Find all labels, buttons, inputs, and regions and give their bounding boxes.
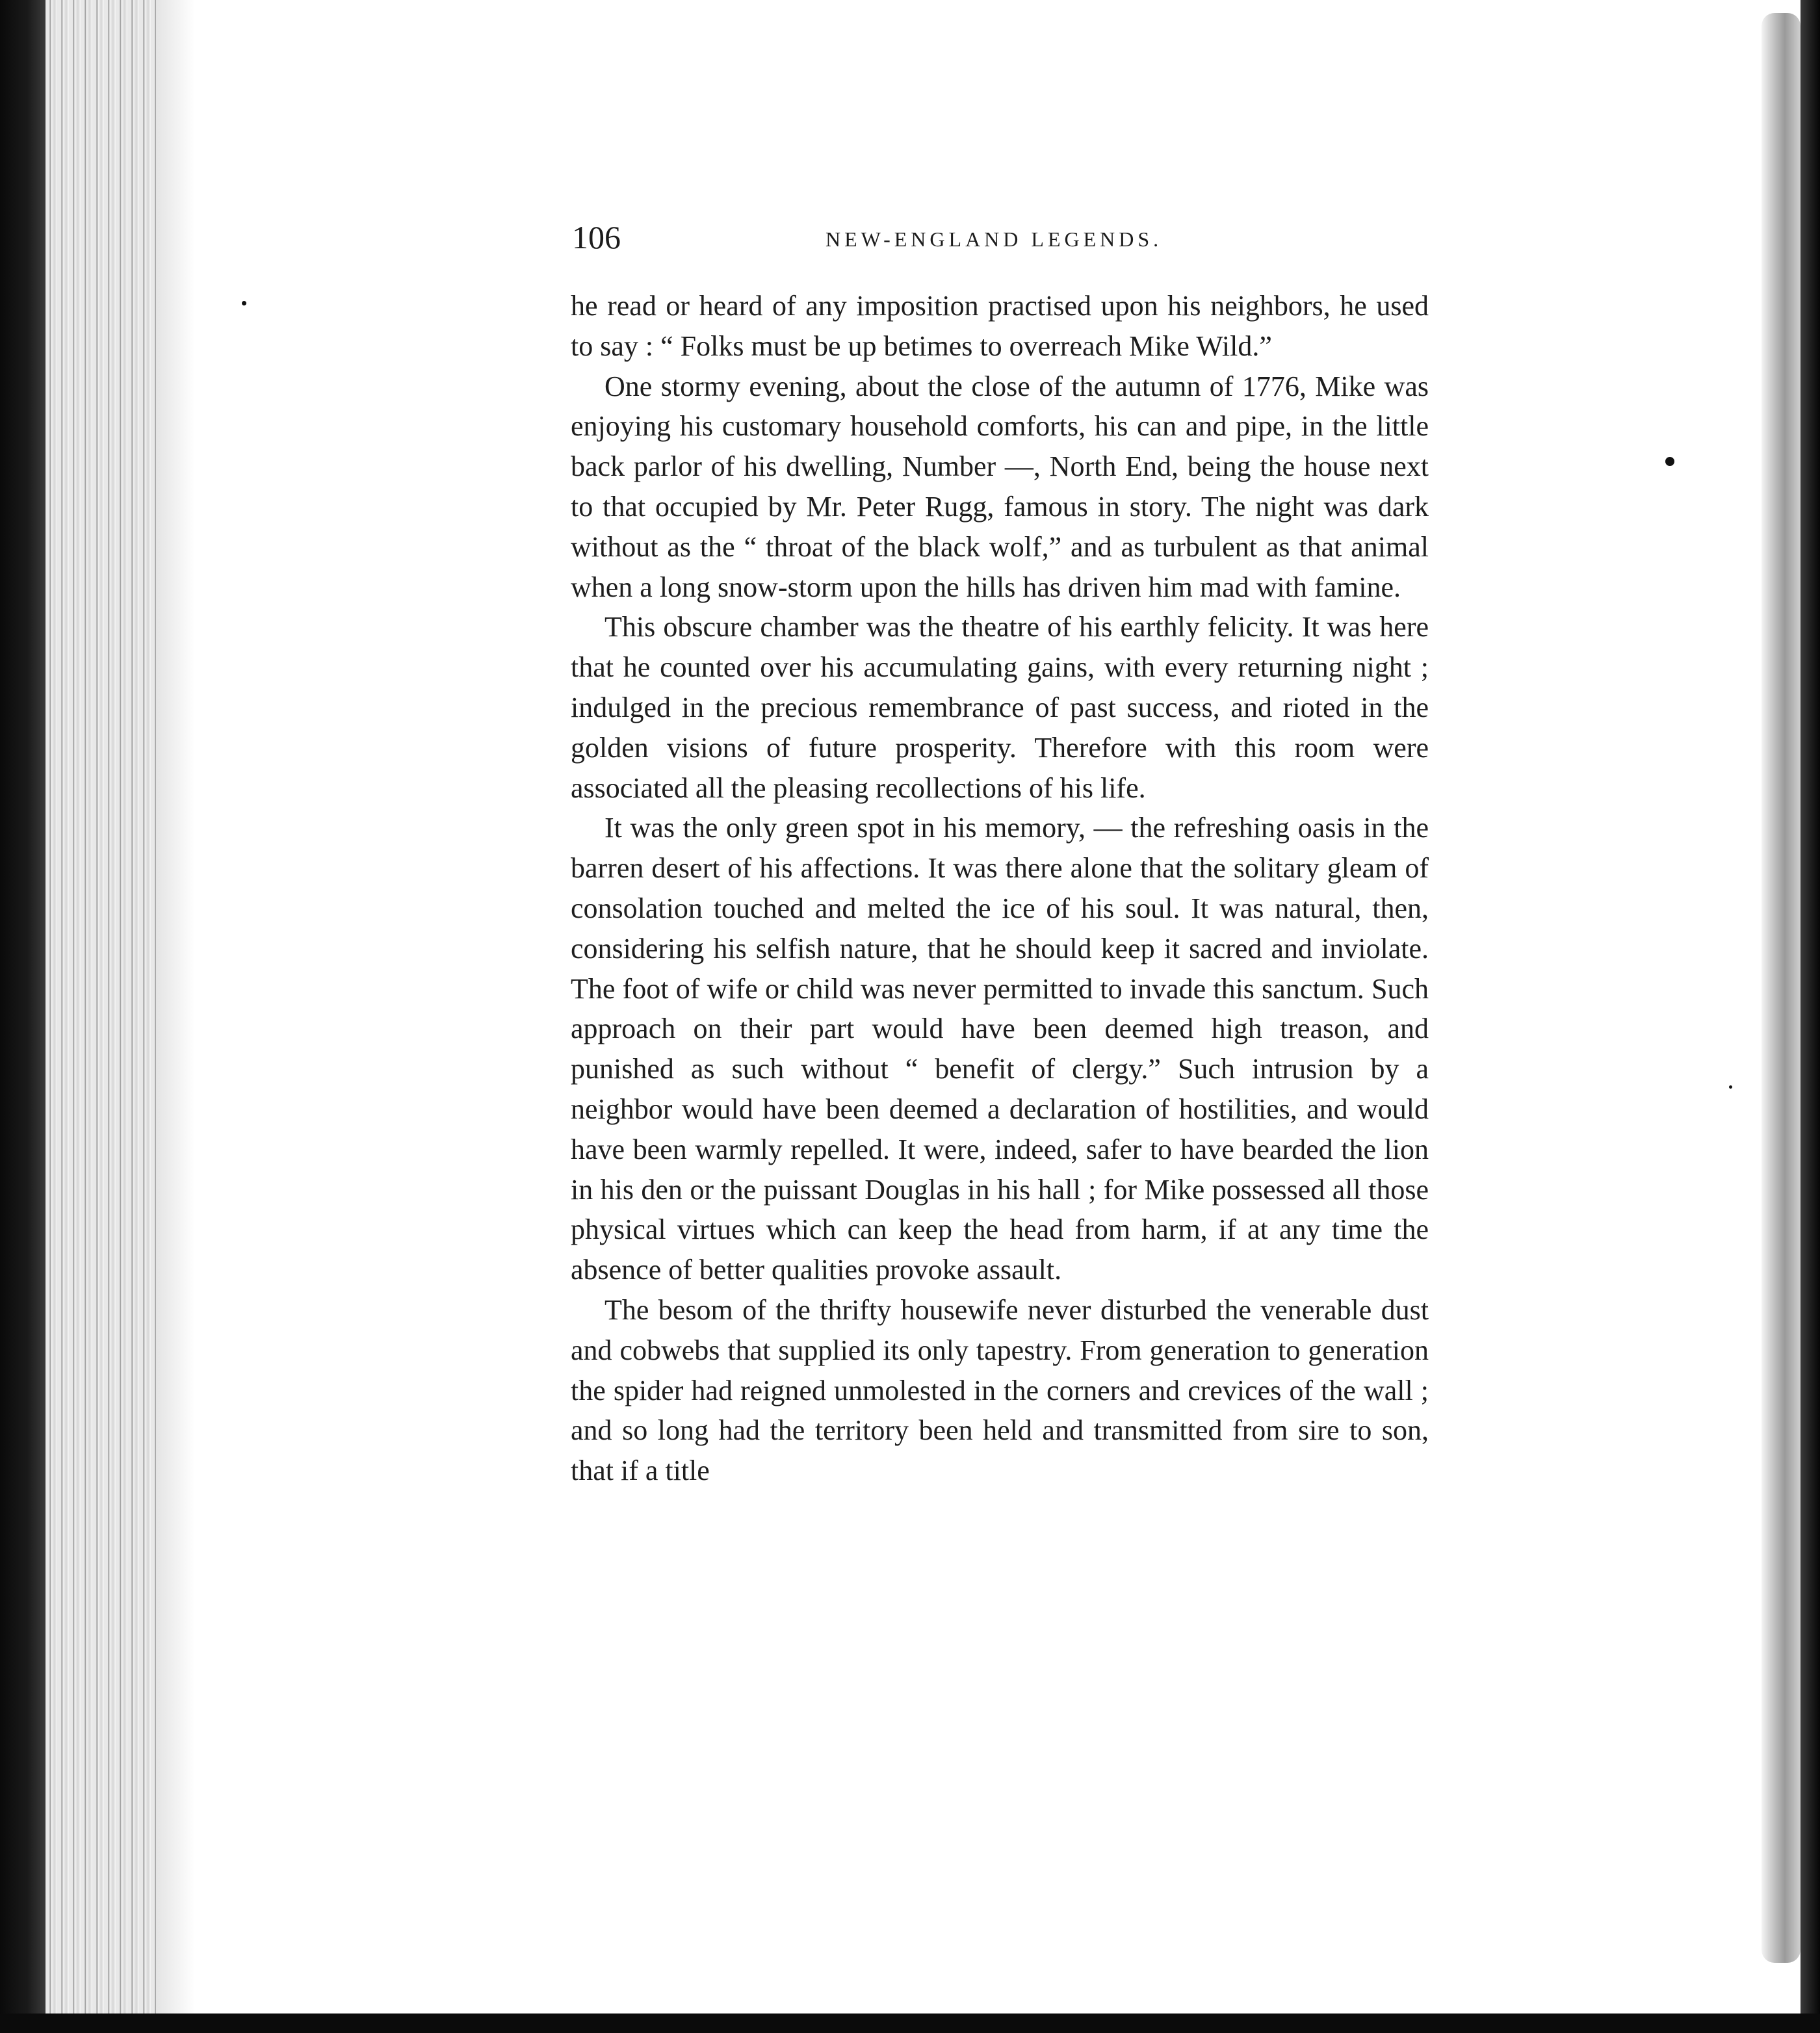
paragraph: he read or heard of any imposition practised upon his neighbors, he used to say : “ Folks must be up betimes to overreach Mike Wild.” <box>571 290 1429 362</box>
book-spine-shadow <box>0 0 46 2033</box>
paragraph: One stormy evening, about the close of the autumn of 1776, Mike was enjoying his customary household comforts, his can and pipe, in the little back parlor of his dwelling, Number —, North End, being the house next to that occupied by Mr. Peter Rugg, famous in story. The night was dark without as the “ throat of the black wolf,” and as turbulent as that animal when a long snow-storm upon the hills has driven him mad with famine. <box>571 370 1429 603</box>
scan-speck <box>1729 1085 1732 1089</box>
scan-speck <box>1665 457 1674 466</box>
page-edges-fade <box>156 0 195 2033</box>
scan-speck <box>242 301 246 305</box>
paragraph: This obscure chamber was the theatre of his earthly felicity. It was here that he counted over his accumulating gains, with every returning night ; indulged in the precious remembrance of past success, and rioted in the golden visions of future prosperity. Therefore with this room were associated all the pleasing recollections of his life. <box>571 611 1429 804</box>
right-binding-shadow <box>1762 13 1800 1963</box>
body-text <box>571 286 1429 1491</box>
running-title: NEW-ENGLAND LEGENDS. <box>826 227 1163 251</box>
paragraph: The besom of the thrifty housewife never disturbed the venerable dust and cobwebs that supplied its only tapestry. From generation to generation the spider had reigned unmolested in the corners and crevices of the wall ; and so long had the territory been held and transmitted from sire to son, that if a title <box>571 1293 1429 1487</box>
bottom-border <box>0 2014 1820 2033</box>
right-edge-border <box>1800 0 1820 2033</box>
paragraph: It was the only green spot in his memory, — the refreshing oasis in the barren desert of his affections. It was there alone that the solitary gleam of consolation touched and melted the ice of his soul. It was natural, then, considering his selfish nature, that he should keep it sacred and inviolate. The foot of wife or child was never permitted to invade this sanctum. Such approach on their part would have been deemed high treason, and punished as such without “ benefit of clergy.” Such intrusion by a neighbor would have been deemed a declaration of hostilities, and would have been warmly repelled. It were, indeed, safer to have bearded the lion in his den or the puissant Douglas in his hall ; for Mike possessed all those physical virtues which can keep the head from harm, if at any time the absence of better qualities provoke assault. <box>571 812 1429 1286</box>
running-head <box>572 218 1436 257</box>
page-number: 106 <box>572 219 621 255</box>
